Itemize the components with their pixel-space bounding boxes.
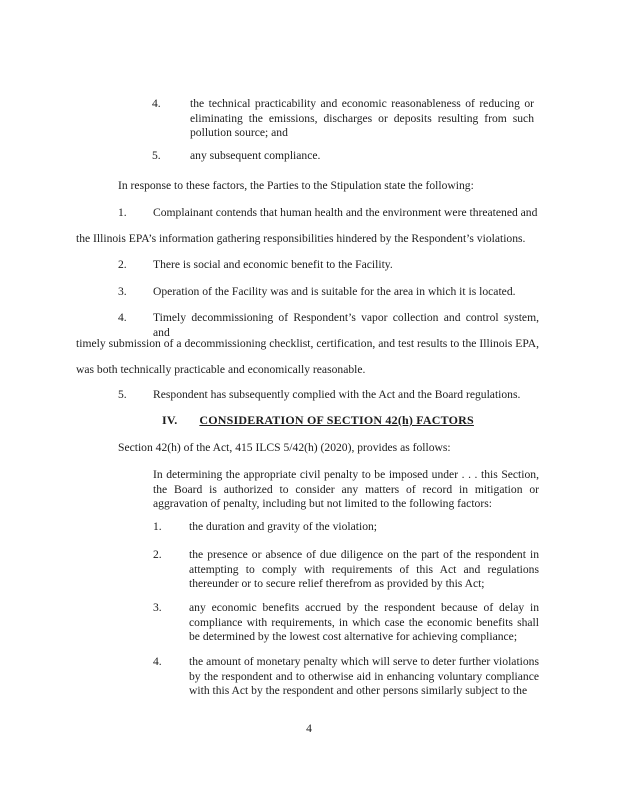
finding-number: 2.: [118, 258, 127, 271]
section-title: CONSIDERATION OF SECTION 42(h) FACTORS: [199, 413, 474, 427]
factor-text: the amount of monetary penalty which will serve to deter further violations by the respondent and to otherwise aid in enhancing voluntary compliance with this Act by the respondent and other persons similarly subject to the: [189, 655, 539, 698]
finding-first-line: Complainant contends that human health and the environment were threatened and: [153, 206, 538, 219]
list-number: 5.: [152, 149, 161, 162]
factor-number: 1.: [153, 520, 162, 533]
list-item-text: any subsequent compliance.: [190, 149, 321, 162]
finding-text: There is social and economic benefit to the Facility.: [153, 258, 393, 271]
section-heading: [162, 413, 474, 428]
finding-number: 3.: [118, 285, 127, 298]
list-number: 4.: [152, 97, 161, 110]
factor-number: 3.: [153, 601, 162, 614]
list-item-text: the technical practicability and economic reasonableness of reducing or eliminating the emissions, discharges or deposits resulting from such pollution source; and: [190, 97, 534, 140]
intro-paragraph: In response to these factors, the Parties to the Stipulation state the following:: [118, 179, 474, 192]
finding-number: 1.: [118, 206, 127, 219]
factor-text: any economic benefits accrued by the respondent because of delay in compliance with requirements, in which case the economic benefits shall be determined by the lowest cost alternative for achieving compliance;: [189, 601, 539, 644]
factor-text: the presence or absence of due diligence on the part of the respondent in attempting to comply with requirements of this Act and regulations thereunder or to secure relief therefrom as provided by this Act;: [189, 548, 539, 591]
factor-number: 2.: [153, 548, 162, 561]
section-number: IV.: [162, 413, 178, 427]
page-number: 4: [306, 722, 312, 735]
finding-text: Operation of the Facility was and is suitable for the area in which it is located.: [153, 285, 516, 298]
finding-text: Respondent has subsequently complied with the Act and the Board regulations.: [153, 388, 521, 401]
finding-continuation: timely submission of a decommissioning checklist, certification, and test results to the Illinois EPA, was both technically practicable and economically reasonable.: [76, 337, 539, 376]
factor-number: 4.: [153, 655, 162, 668]
factor-text: the duration and gravity of the violation;: [189, 520, 378, 533]
block-quote: In determining the appropriate civil penalty to be imposed under . . . this Section, the Board is authorized to consider any matters of record in mitigation or aggravation of penalty, including but not limited to the following factors:: [153, 468, 539, 511]
finding-number: 4.: [118, 311, 127, 324]
finding-first-line: Timely decommissioning of Respondent’s vapor collection and control system, and: [153, 311, 539, 339]
finding-number: 5.: [118, 388, 127, 401]
section-intro: Section 42(h) of the Act, 415 ILCS 5/42(h) (2020), provides as follows:: [118, 441, 451, 454]
finding-continuation: the Illinois EPA’s information gathering responsibilities hindered by the Respondent’s violations.: [76, 232, 526, 245]
